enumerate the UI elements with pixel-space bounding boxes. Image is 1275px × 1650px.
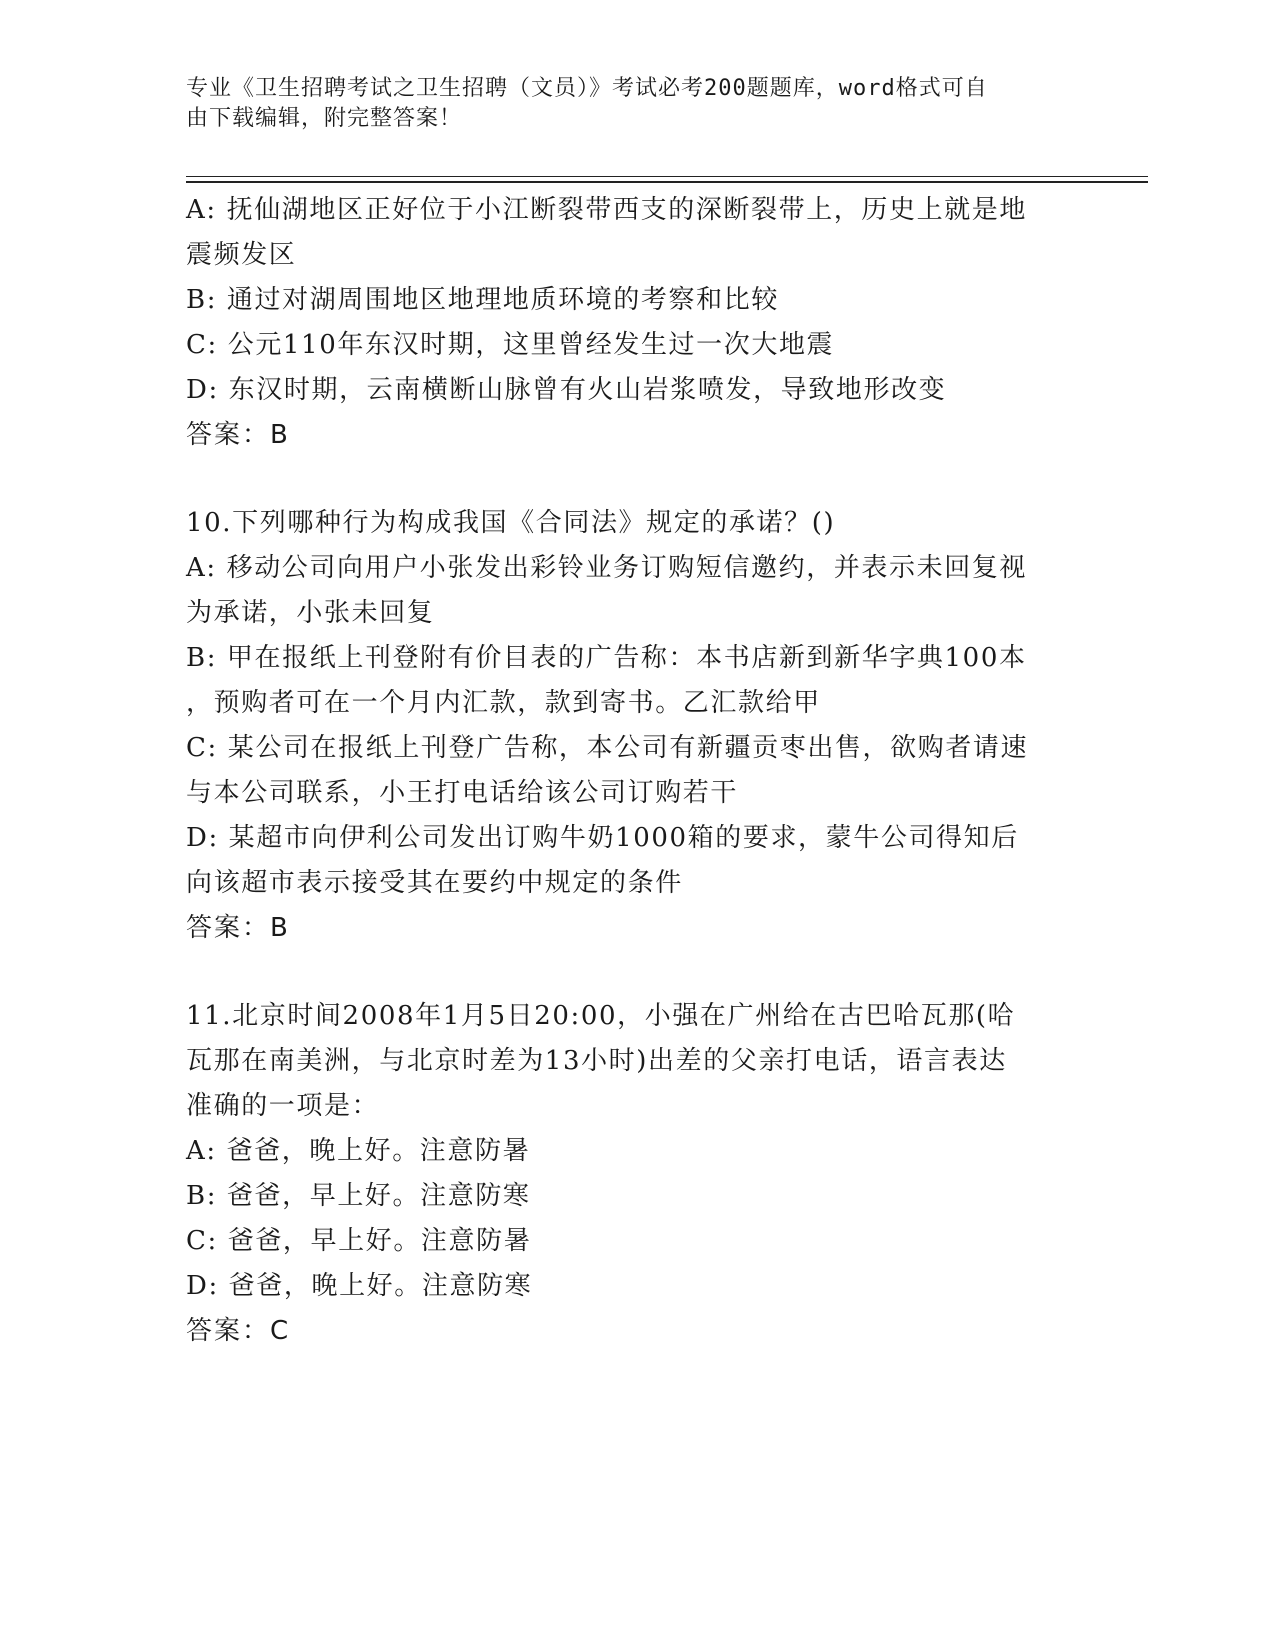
option-c-line-2: 与本公司联系，小王打电话给该公司订购若干 (186, 778, 739, 808)
option-c: C: 公元110年东汉时期，这里曾经发生过一次大地震 (186, 330, 835, 360)
answer: 答案：C (186, 1316, 291, 1346)
question-stem-line-2: 瓦那在南美洲，与北京时差为13小时)出差的父亲打电话，语言表达 (186, 1046, 1007, 1076)
question-11 (186, 994, 1076, 1354)
option-b: B: 通过对湖周围地区地理地质环境的考察和比较 (186, 285, 779, 315)
question-10 (186, 501, 1076, 951)
option-a-line-1: A: 抚仙湖地区正好位于小江断裂带西支的深断裂带上，历史上就是地 (186, 195, 1028, 225)
header-divider-thin (186, 176, 1148, 177)
header-line-1: 专业《卫生招聘考试之卫生招聘（文员）》考试必考200题题库，word格式可自 (186, 76, 988, 101)
question-stem-line-3: 准确的一项是： (186, 1091, 380, 1121)
question-stem-line-1: 11.北京时间2008年1月5日20:00，小强在广州给在古巴哈瓦那(哈 (186, 1001, 1016, 1031)
option-a: A: 爸爸，晚上好。注意防暑 (186, 1136, 531, 1166)
option-d: D: 爸爸，晚上好。注意防寒 (186, 1271, 533, 1301)
option-d-line-1: D: 某超市向伊利公司发出订购牛奶1000箱的要求，蒙牛公司得知后 (186, 823, 1019, 853)
option-b-line-2: ，预购者可在一个月内汇款，款到寄书。乙汇款给甲 (186, 688, 821, 718)
option-a-line-2: 震频发区 (186, 240, 297, 270)
answer: 答案：B (186, 420, 290, 450)
spacer (186, 951, 1076, 994)
spacer (186, 458, 1076, 501)
option-c-line-1: C: 某公司在报纸上刊登广告称，本公司有新疆贡枣出售，欲购者请速 (186, 733, 1029, 763)
option-c: C: 爸爸，早上好。注意防暑 (186, 1226, 532, 1256)
option-d: D: 东汉时期，云南横断山脉曾有火山岩浆喷发，导致地形改变 (186, 375, 947, 405)
header-line-2: 由下载编辑，附完整答案！ (186, 106, 463, 131)
option-a-line-2: 为承诺，小张未回复 (186, 598, 435, 628)
option-a-line-1: A: 移动公司向用户小张发出彩铃业务订购短信邀约，并表示未回复视 (186, 553, 1028, 583)
option-b: B: 爸爸，早上好。注意防寒 (186, 1181, 531, 1211)
question-9 (186, 188, 1076, 458)
answer: 答案：B (186, 913, 290, 943)
option-b-line-1: B: 甲在报纸上刊登附有价目表的广告称：本书店新到新华字典100本 (186, 643, 1027, 673)
question-list (186, 188, 1076, 1354)
option-d-line-2: 向该超市表示接受其在要约中规定的条件 (186, 868, 683, 898)
question-stem: 10.下列哪种行为构成我国《合同法》规定的承诺？() (186, 508, 836, 538)
document-header (186, 74, 1086, 134)
header-divider-thick (186, 181, 1148, 183)
